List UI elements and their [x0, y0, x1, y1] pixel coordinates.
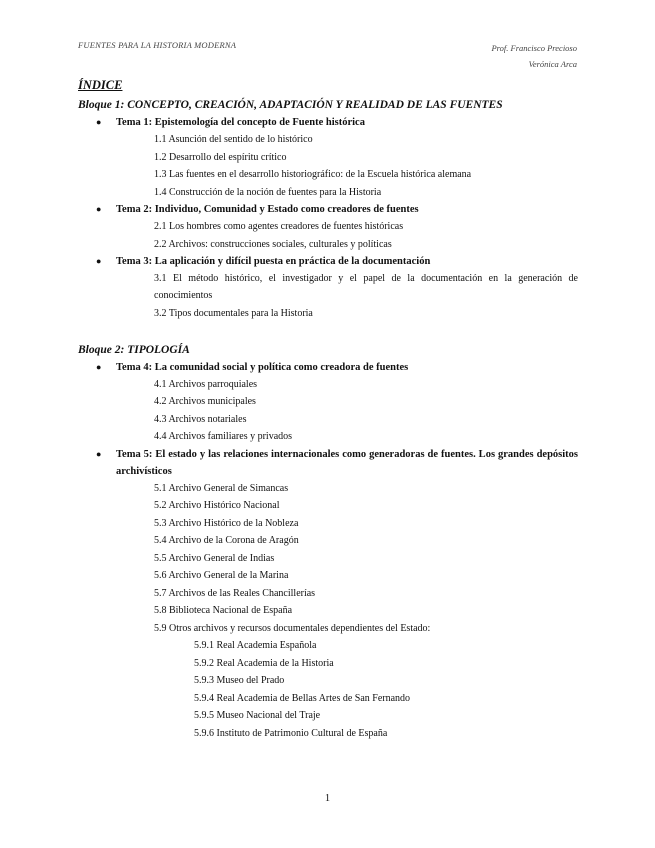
- sub-list-item: 5.9.5 Museo Nacional del Traje: [194, 710, 321, 721]
- header-course-title: FUENTES PARA LA HISTORIA MODERNA: [78, 40, 237, 50]
- tema-3-heading: [78, 253, 578, 270]
- list-item: 1.3 Las fuentes en el desarrollo historiográfico: de la Escuela histórica alemana: [154, 169, 472, 180]
- list-item: 2.2 Archivos: construcciones sociales, culturales y políticas: [154, 238, 392, 250]
- sub-list-item: 5.9.6 Instituto de Patrimonio Cultural de España: [194, 727, 388, 739]
- sub-list-item: 5.9.1 Real Academia Española: [194, 640, 317, 651]
- index-title: ÍNDICE: [78, 78, 123, 92]
- bullet-icon: ●: [96, 117, 102, 127]
- bullet-icon: ●: [96, 448, 102, 459]
- list-item: 4.2 Archivos municipales: [154, 396, 256, 407]
- list-item: 5.5 Archivo General de Indias: [154, 552, 275, 564]
- tema-4-title: Tema 4: La comunidad social y política como creadora de fuentes: [116, 361, 409, 373]
- list-item: 5.7 Archivos de las Reales Chancillerías: [154, 587, 316, 599]
- list-item: 1.1 Asunción del sentido de lo histórico: [154, 134, 313, 145]
- list-item: 3.2 Tipos documentales para la Historia: [154, 308, 313, 319]
- bullet-icon: ●: [96, 361, 102, 372]
- tema-2-heading: [78, 201, 578, 218]
- list-item: 5.3 Archivo Histórico de la Nobleza: [154, 517, 299, 529]
- tema-2-title: Tema 2: Individuo, Comunidad y Estado como creadores de fuentes: [116, 204, 419, 215]
- tema-4-heading: [78, 359, 578, 376]
- list-item: 5.1 Archivo General de Simancas: [154, 482, 289, 494]
- list-item: 4.4 Archivos familiares y privados: [154, 431, 293, 442]
- page-number: 1: [324, 793, 331, 804]
- bullet-icon: ●: [96, 204, 102, 214]
- list-item: 5.4 Archivo de la Corona de Aragón: [154, 535, 299, 546]
- list-item: 2.1 Los hombres como agentes creadores de fuentes históricas: [154, 221, 404, 232]
- list-item: 4.3 Archivos notariales: [154, 413, 247, 425]
- tema-1-title: Tema 1: Epistemología del concepto de Fuente histórica: [116, 117, 365, 128]
- header-author-2: Verónica Arca: [528, 59, 577, 69]
- sub-list-item: 5.9.4 Real Academia de Bellas Artes de San Fernando: [194, 692, 411, 704]
- bullet-icon: ●: [96, 256, 102, 266]
- bloque-2-title: Bloque 2: TIPOLOGÍA: [78, 343, 190, 356]
- list-item: 5.6 Archivo General de la Marina: [154, 570, 289, 581]
- list-item: 5.2 Archivo Histórico Nacional: [154, 500, 280, 511]
- header-authors: [491, 40, 577, 72]
- tema-5-title: Tema 5: El estado y las relaciones internacionales como generadoras de fuentes. Los grandes depósitos archivísticos: [116, 448, 578, 477]
- header-author-1: Prof. Francisco Precioso: [491, 43, 577, 53]
- table-of-contents: [78, 76, 578, 742]
- list-item: 1.4 Construcción de la noción de fuentes para la Historia: [154, 186, 382, 198]
- list-item: 5.9 Otros archivos y recursos documentales dependientes del Estado:: [154, 622, 431, 634]
- bloque-1-title: Bloque 1: CONCEPTO, CREACIÓN, ADAPTACIÓN Y REALIDAD DE LAS FUENTES: [78, 99, 503, 111]
- list-item: 1.2 Desarrollo del espíritu crítico: [154, 151, 287, 163]
- list-item: 3.1 El método histórico, el investigador y el papel de la documentación en la generación de conocimientos: [154, 273, 578, 301]
- sub-list-item: 5.9.3 Museo del Prado: [194, 675, 285, 686]
- tema-5-heading: [78, 446, 578, 480]
- tema-3-title: Tema 3: La aplicación y difícil puesta en práctica de la documentación: [116, 256, 431, 267]
- list-item: 5.8 Biblioteca Nacional de España: [154, 605, 293, 616]
- tema-1-heading: [78, 114, 578, 131]
- list-item: 4.1 Archivos parroquiales: [154, 378, 258, 390]
- sub-list-item: 5.9.2 Real Academia de la Historia: [194, 657, 334, 669]
